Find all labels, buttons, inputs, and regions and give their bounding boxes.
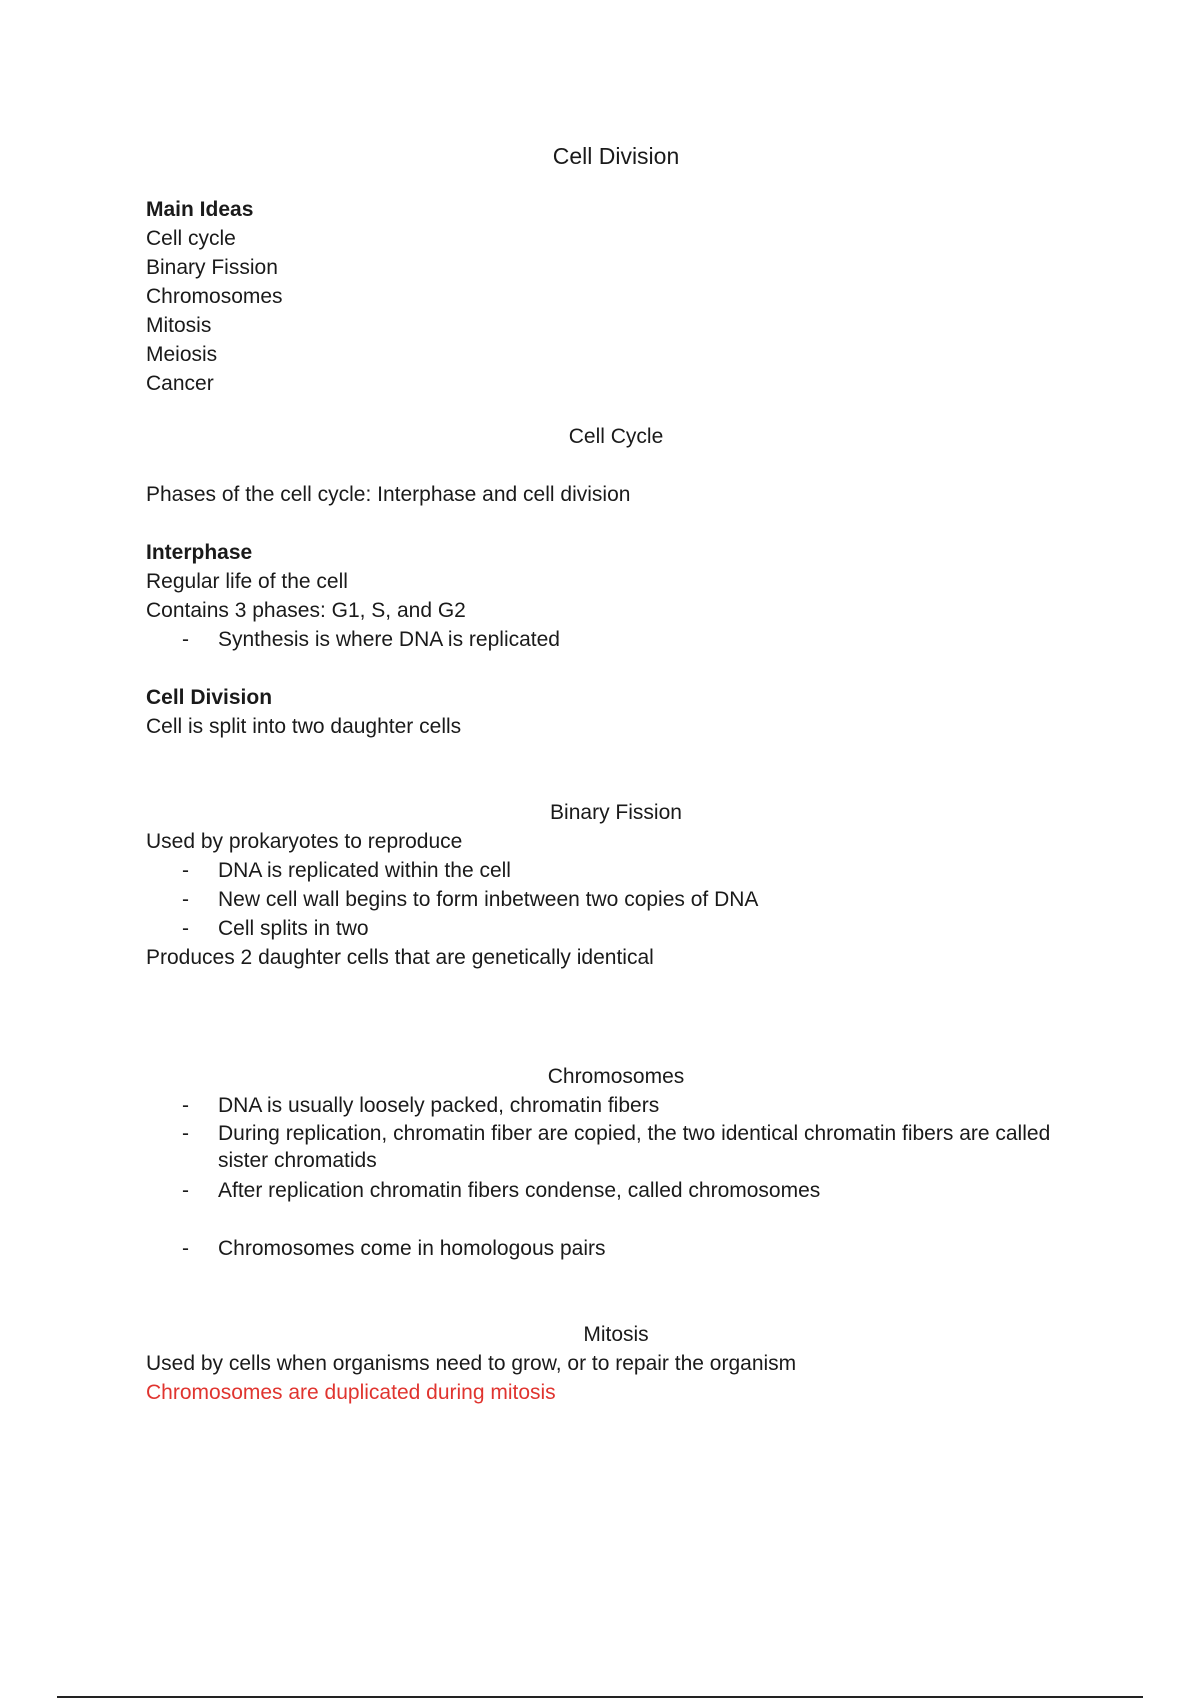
interphase-line: Contains 3 phases: G1, S, and G2 [146,599,466,622]
binary-fission-bullet: - Cell splits in two [146,914,1086,943]
document-body [146,142,1086,1407]
binary-fission-bullet: - New cell wall begins to form inbetween two copies of DNA [146,885,1086,914]
mitosis-highlight: Chromosomes are duplicated during mitosis [146,1381,556,1404]
page-bottom-rule [57,1696,1143,1698]
interphase-heading: Interphase [146,541,253,564]
chromosomes-bullet: - During replication, chromatin fiber are copied, the two identical chromatin fibers are called sister chromatids [146,1120,1086,1174]
main-idea-item: Meiosis [146,343,218,366]
cell-cycle-heading: Cell Cycle [568,425,664,448]
mitosis-section [146,1320,1086,1407]
interphase-bullet: - Synthesis is where DNA is replicated [146,625,1086,654]
document-title: Cell Division [552,143,680,169]
cell-cycle-section [146,422,1086,741]
chromosomes-bullet: - DNA is usually loosely packed, chromatin fibers [146,1091,1086,1120]
main-idea-item: Chromosomes [146,285,283,308]
cell-division-heading: Cell Division [146,686,273,709]
mitosis-line: Used by cells when organisms need to grow, or to repair the organism [146,1352,797,1375]
phases-line: Phases of the cell cycle: Interphase and cell division [146,483,631,506]
chromosomes-bullet: - Chromosomes come in homologous pairs [146,1234,1086,1263]
binary-fission-section [146,798,1086,972]
chromosomes-section [146,1062,1086,1263]
mitosis-heading: Mitosis [583,1323,649,1346]
cell-division-line: Cell is split into two daughter cells [146,715,462,738]
main-ideas-section [146,195,1086,398]
main-idea-item: Cancer [146,372,214,395]
main-ideas-heading: Main Ideas [146,198,254,221]
chromosomes-heading: Chromosomes [547,1065,685,1088]
binary-fission-intro: Used by prokaryotes to reproduce [146,830,463,853]
main-idea-item: Binary Fission [146,256,278,279]
binary-fission-outro: Produces 2 daughter cells that are genetically identical [146,946,654,969]
main-idea-item: Cell cycle [146,227,236,250]
interphase-line: Regular life of the cell [146,570,348,593]
binary-fission-heading: Binary Fission [550,801,682,824]
chromosomes-bullet: - After replication chromatin fibers condense, called chromosomes [146,1176,1086,1205]
main-idea-item: Mitosis [146,314,212,337]
binary-fission-bullet: - DNA is replicated within the cell [146,856,1086,885]
